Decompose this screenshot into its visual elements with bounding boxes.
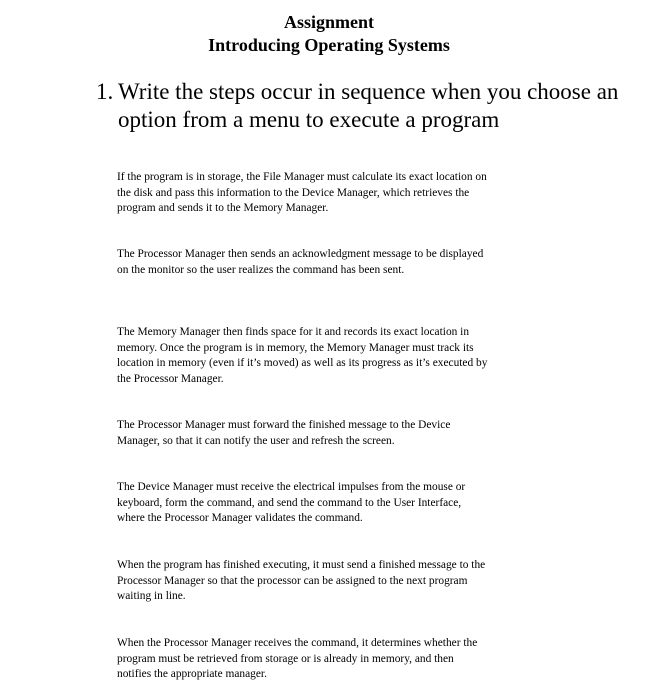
document-header [0,11,658,57]
question-number: 1. [96,79,114,104]
step-paragraph-4: The Processor Manager must forward the finished message to the Device Manager, so that it can notify the user and refresh the screen. [117,419,451,447]
question-1 [96,78,636,134]
step-paragraph-7: When the Processor Manager receives the command, it determines whether the program must be retrieved from storage or is already in memory, and then notifies the appropriate manager. [117,637,478,681]
step-paragraph-1: If the program is in storage, the File Manager must calculate its exact location on the disk and pass this information to the Device Manager, which retrieves the program and sends it to the Memory Manager. [117,171,487,215]
step-paragraph-3: The Memory Manager then finds space for it and records its exact location in memory. Once the program is in memory, the Memory Manager must track its location in memory (even if it’s moved) as well as its progress as it’s executed by the Processor Manager. [117,326,488,385]
question-text: Write the steps occur in sequence when you choose an option from a menu to execute a program [118,79,619,132]
step-paragraph-5: The Device Manager must receive the electrical impulses from the mouse or keyboard, form the command, and send the command to the User Interface, where the Processor Manager validates the command. [117,481,466,525]
document-subtitle: Introducing Operating Systems [208,35,450,55]
document-title: Assignment [283,12,374,32]
step-paragraph-6: When the program has finished executing, it must send a finished message to the Processor Manager so that the processor can be assigned to the next program waiting in line. [117,559,486,603]
step-paragraph-2: The Processor Manager then sends an acknowledgment message to be displayed on the monitor so the user realizes the command has been sent. [117,248,484,276]
